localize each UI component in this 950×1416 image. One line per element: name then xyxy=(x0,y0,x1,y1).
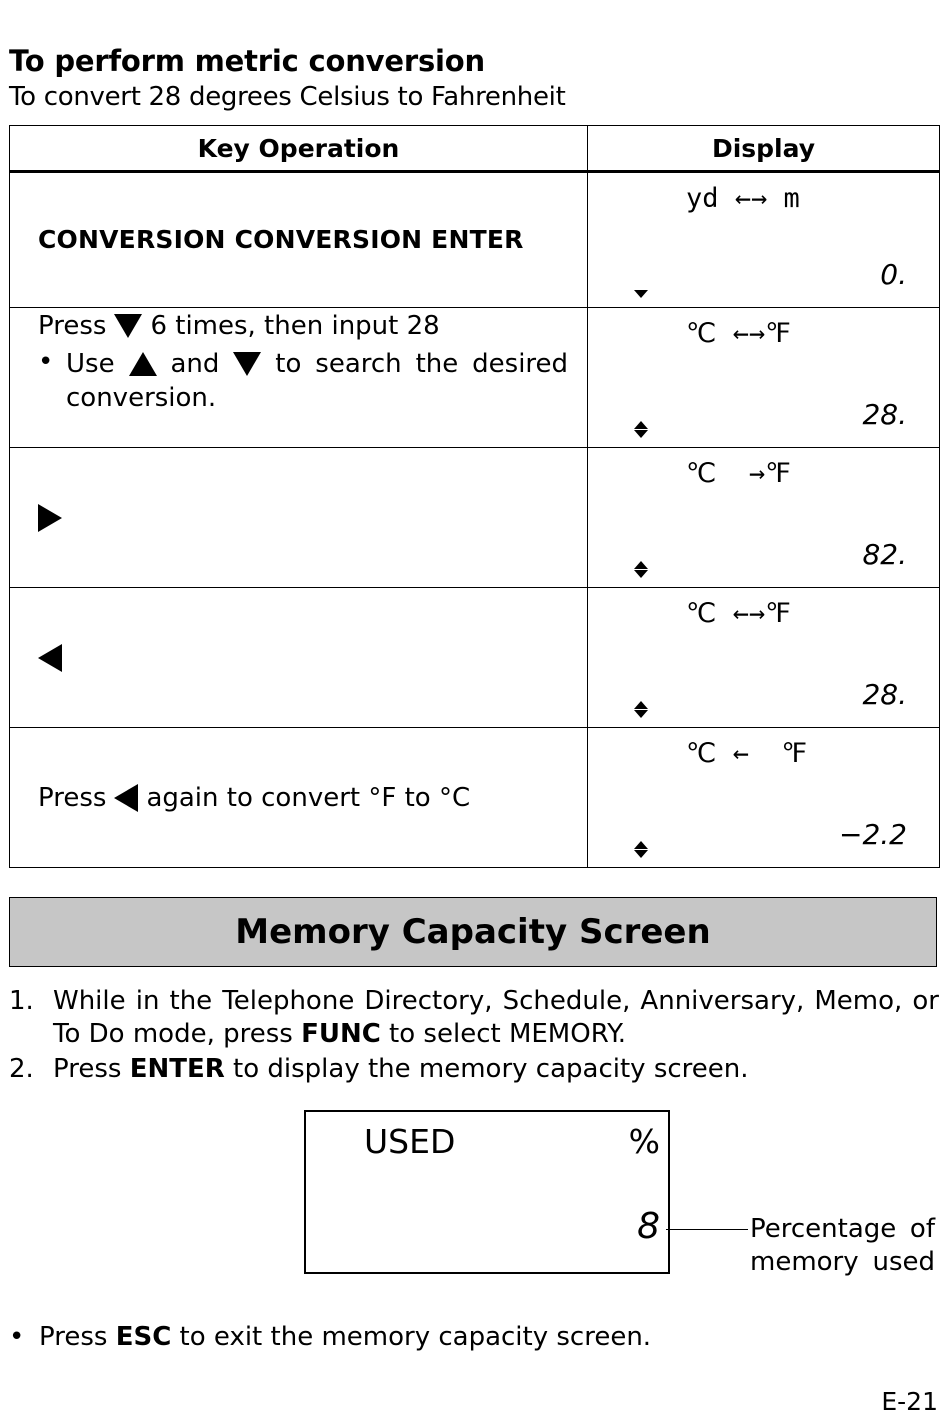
key-name: ENTER xyxy=(129,1054,225,1084)
header-display: Display xyxy=(588,126,940,172)
display-cell xyxy=(588,588,940,728)
section-title: To perform metric conversion xyxy=(9,44,485,78)
bullet-rest: to search the desired conversion. xyxy=(66,348,569,413)
display-cell xyxy=(588,308,940,448)
down-arrow-key-icon xyxy=(233,352,261,376)
used-label: USED xyxy=(364,1122,456,1161)
callout-text: Percentage of memory used xyxy=(750,1214,935,1277)
scroll-up-down-indicator-icon xyxy=(634,700,648,719)
display-cell xyxy=(588,172,940,308)
bullet-note xyxy=(38,347,587,415)
callout-leader-line xyxy=(666,1229,748,1230)
memory-capacity-banner xyxy=(9,897,937,967)
header-key-operation: Key Operation xyxy=(10,126,588,172)
display-cell xyxy=(588,448,940,588)
table-header-row xyxy=(10,126,940,172)
key-operation-cell xyxy=(10,308,588,448)
lcd-unit-line: yd ←→ m xyxy=(686,183,800,214)
banner-title: Memory Capacity Screen xyxy=(235,912,711,952)
scroll-up-down-indicator-icon xyxy=(634,420,648,439)
left-arrow-key-icon xyxy=(114,784,138,812)
step-text: Press ENTER to display the memory capacity screen. xyxy=(53,1054,749,1084)
memory-used-value: 8 xyxy=(637,1206,660,1247)
bullet-icon: • xyxy=(9,1322,25,1352)
key-operation-cell xyxy=(10,588,588,728)
key-name: FUNC xyxy=(301,1019,381,1049)
table-row xyxy=(10,172,940,308)
bullet-text xyxy=(66,347,568,415)
left-arrow-key-icon xyxy=(38,644,62,672)
press-detail: again to convert °F to °C xyxy=(146,782,471,813)
key-operation-cell xyxy=(10,448,588,588)
exit-note xyxy=(9,1322,651,1352)
display-cell xyxy=(588,728,940,868)
press-word: Press xyxy=(38,782,107,813)
steps-list xyxy=(9,985,939,1088)
conversion-table xyxy=(9,125,940,868)
step-number: 1. xyxy=(9,986,34,1016)
right-arrow-key-icon xyxy=(38,504,62,532)
key-sequence: CONVERSION CONVERSION ENTER xyxy=(38,225,524,254)
percent-symbol: % xyxy=(628,1122,660,1161)
lcd-value: 0. xyxy=(880,258,907,291)
lcd-unit-line: ℃ →℉ xyxy=(686,458,791,489)
key-operation-cell xyxy=(10,728,588,868)
key-operation-cell xyxy=(10,172,588,308)
table-row xyxy=(10,588,940,728)
scroll-down-indicator-icon xyxy=(634,289,648,299)
list-item xyxy=(9,985,939,1051)
lcd-value: 82. xyxy=(862,538,907,571)
scroll-up-down-indicator-icon xyxy=(634,560,648,579)
bullet-use: Use xyxy=(66,348,115,379)
lcd-unit-line: ℃ ←→℉ xyxy=(686,318,791,349)
press-word: Press xyxy=(38,310,107,341)
press-instruction xyxy=(38,783,587,813)
down-arrow-key-icon xyxy=(114,314,142,338)
press-instruction xyxy=(38,311,587,341)
lcd-unit-line: ℃ ←→℉ xyxy=(686,598,791,629)
step-number: 2. xyxy=(9,1054,34,1084)
key-name: ESC xyxy=(115,1322,172,1352)
page-number: E-21 xyxy=(881,1387,938,1416)
lcd-value: 28. xyxy=(862,398,907,431)
table-row xyxy=(10,728,940,868)
table-row xyxy=(10,448,940,588)
section-subtitle: To convert 28 degrees Celsius to Fahrenheit xyxy=(9,82,566,112)
table-row xyxy=(10,308,940,448)
scroll-up-down-indicator-icon xyxy=(634,840,648,859)
bullet-icon: • xyxy=(38,346,54,377)
list-item xyxy=(9,1053,939,1086)
press-detail: 6 times, then input 28 xyxy=(150,310,440,341)
bullet-and: and xyxy=(170,348,220,379)
lcd-value: 28. xyxy=(862,678,907,711)
lcd-unit-line: ℃ ← ℉ xyxy=(686,738,808,769)
exit-note-text: Press ESC to exit the memory capacity screen. xyxy=(39,1322,652,1352)
lcd-value: −2.2 xyxy=(839,818,907,851)
up-arrow-key-icon xyxy=(129,352,157,376)
memory-capacity-display xyxy=(304,1110,670,1274)
step-text: While in the Telephone Directory, Schedule, Anniversary, Memo, or To Do mode, press FUNC to select MEMORY. xyxy=(53,986,939,1049)
